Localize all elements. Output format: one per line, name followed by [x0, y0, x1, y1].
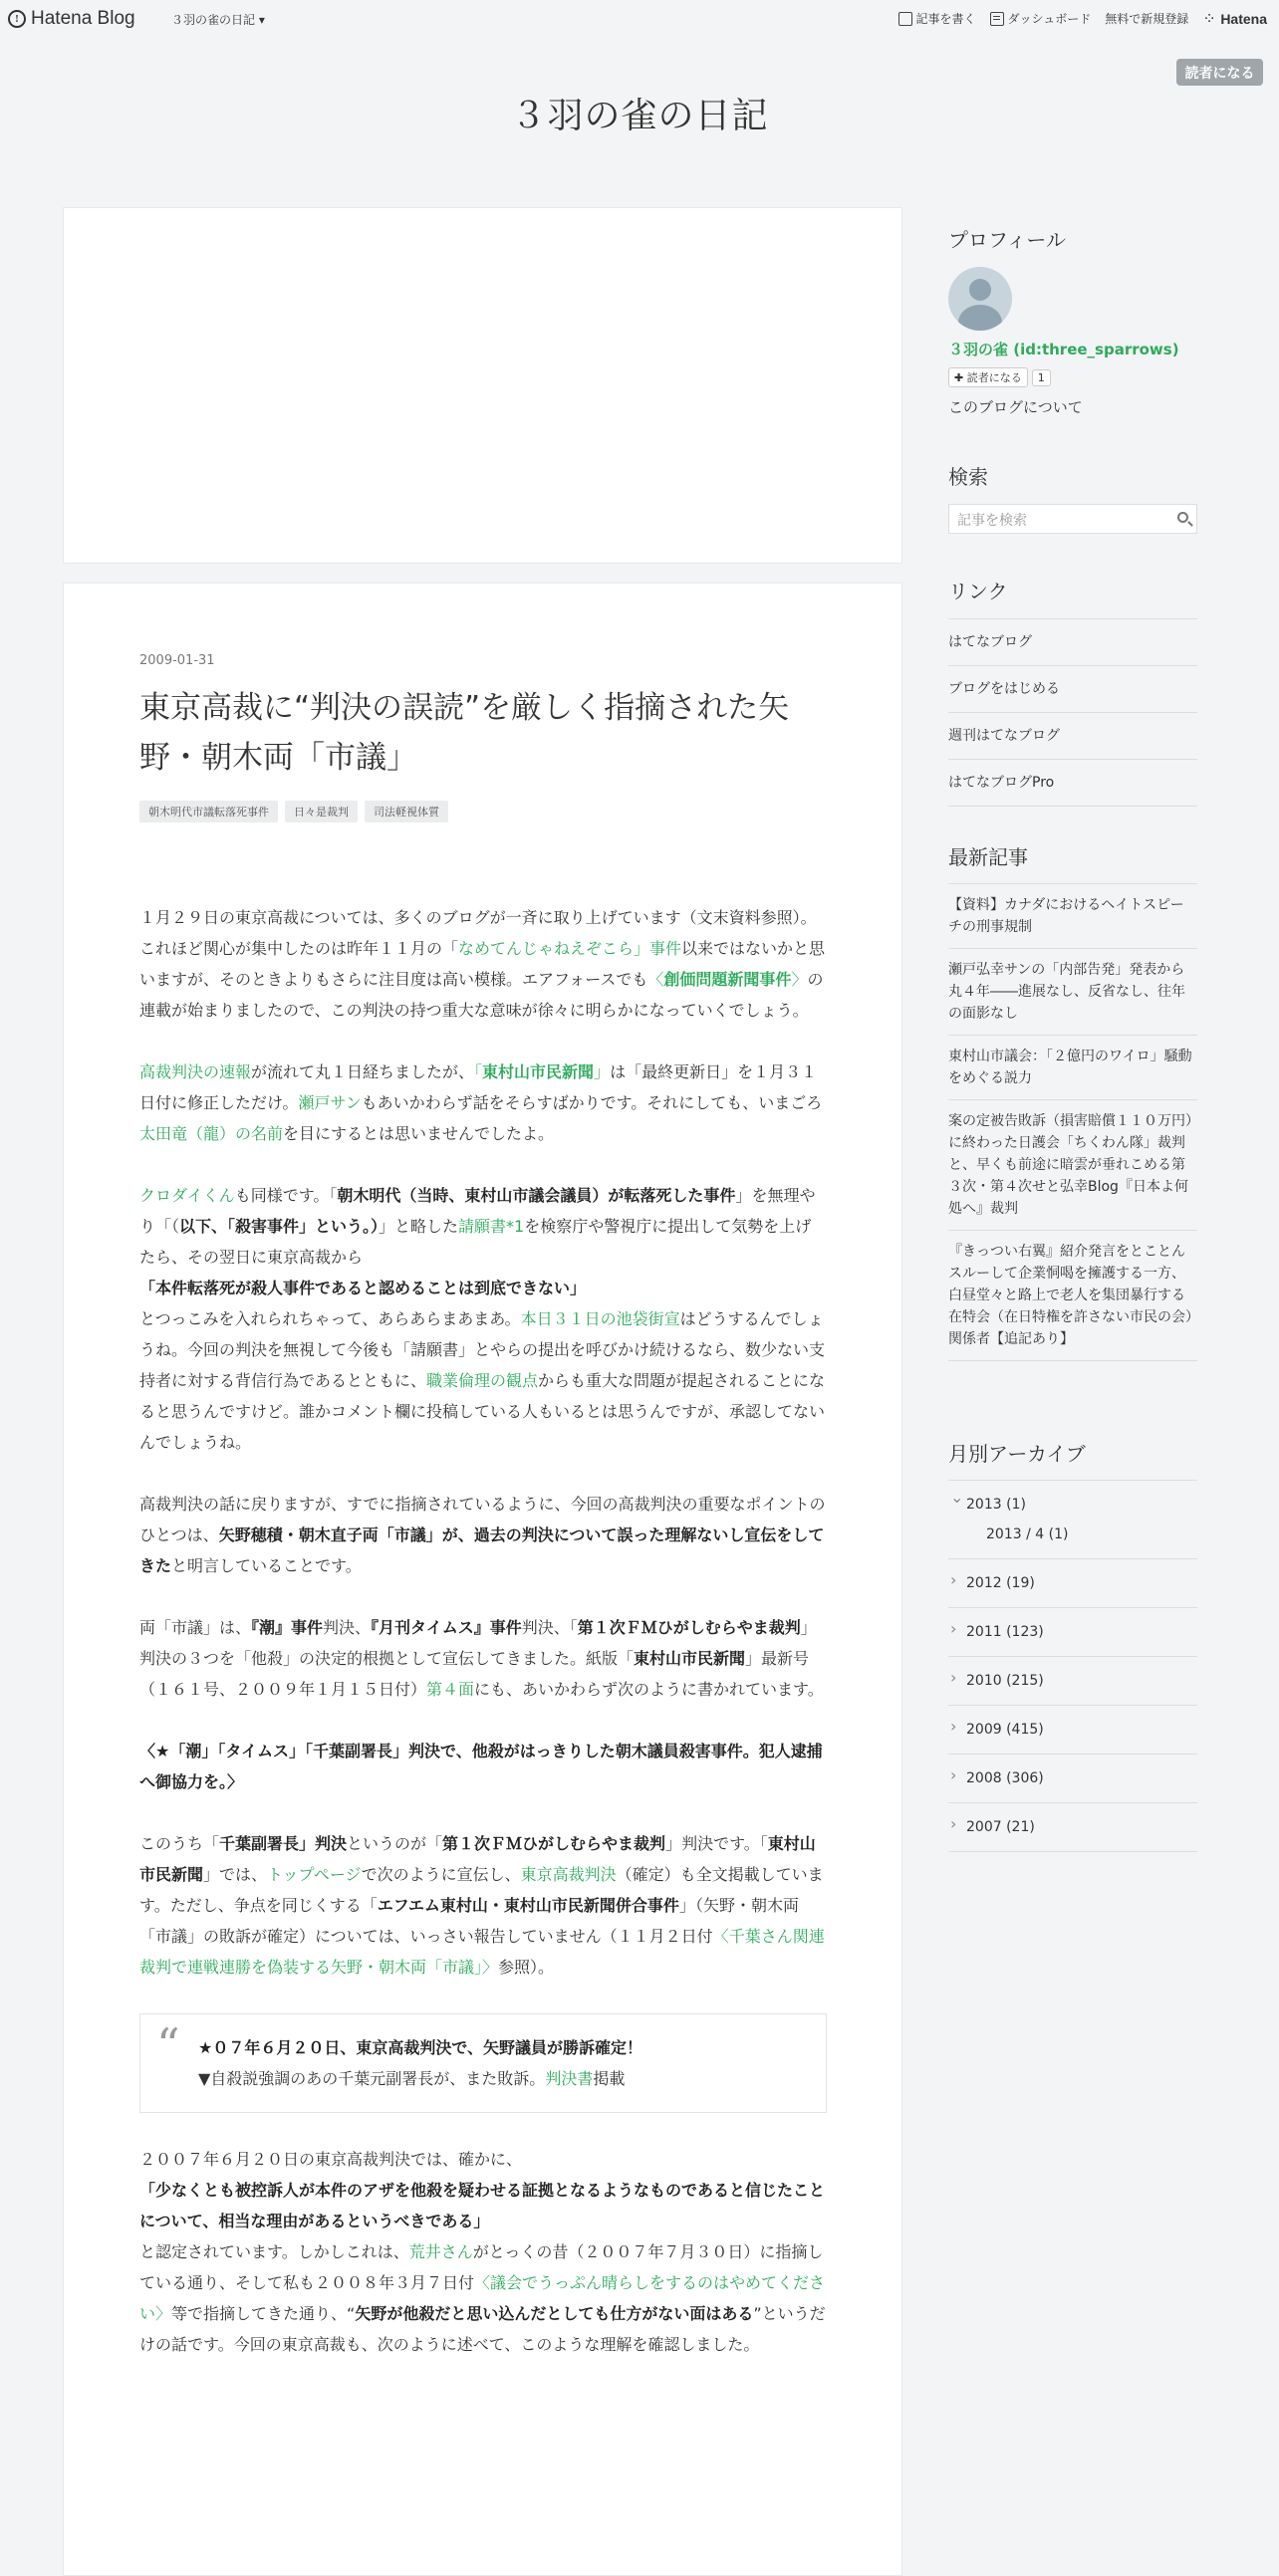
avatar-body-icon — [958, 305, 1002, 331]
hatena-label: Hatena — [1220, 10, 1267, 27]
dashboard-link[interactable] — [990, 10, 1092, 27]
article-body — [139, 902, 827, 2391]
archive-year[interactable]: › 2012 (19) — [948, 1559, 1197, 1608]
archive-year[interactable]: › 2010 (215) — [948, 1657, 1197, 1706]
inline-link[interactable]: 第４面 — [426, 1680, 475, 1699]
profile-heading: プロフィール — [948, 228, 1066, 252]
inline-link[interactable]: 請願書*1 — [458, 1217, 525, 1236]
archive-year-label: 2013 (1) — [966, 1497, 1026, 1513]
inline-link[interactable]: 本日３１日の池袋街宣 — [520, 1309, 680, 1328]
search-input[interactable] — [948, 504, 1197, 534]
links-heading: リンク — [948, 580, 1008, 603]
recent-item[interactable]: 東村山市議会：「２億円のワイロ」騒動をめぐる説力 — [948, 1036, 1197, 1100]
archive-month[interactable]: 2013 / 4 (1) — [986, 1526, 1069, 1542]
paragraph: クロダイくんも同様です。「朝木明代（当時、東村山市議会議員）が転落死した事件」を無理やり「（以下、「殺害事件」という。）」と略した請願書*1を検察庁や警視庁に提出して気勢を上げたら、その翌日に東京高裁から 「本件転落死が殺人事件であると認めることは到底できない」 とつっこみを入れられちゃって、あらあらまあまあ。本日３１日の池袋街宣はどうするんでしょうね。今回の判決を無視して今後も「請願書」とやらの提出を呼びかけ続けるなら、数少ない支持者に対する背信行為であるとともに、職業倫理の観点からも重大な問題が提起されることになると思うんですけど。誰かコメント欄に投稿している人もいるとは思うんですが、承認してないんでしょうね。 — [139, 1186, 826, 1452]
inline-link[interactable]: なめてんじゃねえぞこら」事件 — [458, 939, 682, 958]
paragraph: １月２９日の東京高裁については、多くのブログが一斉に取り上げています（文末資料参照）。これほど関心が集中したのは昨年１１月の「なめてんじゃねえぞこら」事件以来ではないかと思いますが、そのときよりもさらに注目度は高い模様。エアフォースでも〈創価問題新聞事件〉の連載が始まりましたので、この判決の持つ重大な意味が徐々に明らかになっていくでしょう。 — [139, 908, 826, 1020]
archive-year[interactable]: › 2011 (123) — [948, 1608, 1197, 1657]
hatena-blog-logo[interactable] — [8, 8, 135, 30]
inline-link[interactable]: クロダイくん — [139, 1186, 235, 1205]
inline-link[interactable]: 高裁判決の速報 — [139, 1062, 252, 1081]
inline-link[interactable]: 「東村山市民新聞」 — [474, 1062, 611, 1081]
about-blog-link[interactable]: このブログについて — [948, 398, 1083, 416]
links-list — [948, 618, 1197, 807]
register-link[interactable]: 無料で新規登録 — [1105, 12, 1189, 26]
recent-list — [948, 883, 1197, 1361]
inline-link[interactable]: 〈千葉さん関連裁判で連戦連勝を偽装する矢野・朝木両「市議」〉 — [139, 1927, 825, 1977]
profile-name[interactable]: ３羽の雀 (id:three_sparrows) — [948, 341, 1179, 358]
write-label: 記事を書く — [915, 12, 976, 26]
dashboard-icon — [990, 12, 1004, 26]
search-heading: 検索 — [948, 465, 988, 489]
recent-item[interactable]: 『きっつい右翼』紹介発言をとことんスルーして企業恫喝を擁護する一方、白昼堂々と路上で老人を集団暴行する在特会（在日特権を許さない市民の会）関係者【追記あり】 — [948, 1231, 1197, 1361]
archive-year[interactable]: › 2008 (306) — [948, 1755, 1197, 1803]
edit-icon — [898, 12, 912, 26]
hatena-logo-icon: ! — [8, 10, 26, 28]
subscribe-label: 読者になる — [966, 371, 1022, 384]
archive-year[interactable]: › 2009 (415) — [948, 1706, 1197, 1755]
paragraph: 高裁判決の速報が流れて丸１日経ちましたが、「東村山市民新聞」は「最終更新日」を１月３１日付に修正しただけ。瀬戸サンもあいかわらず話をそらすばかりです。それにしても、いまごろ太田竜（龍）の名前を目にするとは思いませんでしたよ。 — [139, 1062, 823, 1143]
link-item[interactable]: 週刊はてなブログ — [948, 713, 1197, 760]
category-tag[interactable]: 日々是裁判 — [285, 801, 358, 822]
global-header — [0, 0, 1279, 38]
avatar[interactable] — [948, 267, 1012, 331]
archive-list — [948, 1480, 1197, 1852]
paragraph: ２００７年６月２０日の東京高裁判決では、確かに、 「少なくとも被控訴人が本件のアザを他殺を疑わせる証拠となるようなものであると信じたことについて、相当な理由があるというべきである」 と認定されています。しかしこれは、荒井さんがとっくの昔（２００７年７月３０日）に指摘している通り、そして私も２００８年３月７日付〈議会でうっぷん晴らしをするのはやめてください〉等で指摘してきた通り、“矢野が他殺だと思い込んだとしても仕方がない面はある”というだけの話です。今回の東京高裁も、次のように述べて、このような理解を確認しました。 — [139, 2150, 826, 2354]
blog-menu-dropdown[interactable]: ３羽の雀の日記 ▾ — [171, 13, 265, 27]
hatena-dots-icon — [1202, 12, 1216, 26]
archive-heading: 月別アーカイブ — [948, 1442, 1086, 1466]
link-item[interactable]: はてなブログPro — [948, 760, 1197, 807]
quote-icon: “ — [156, 2018, 180, 2072]
search-icon[interactable] — [1177, 512, 1188, 523]
profile-subscribe-button[interactable]: ✚ 読者になる — [948, 367, 1028, 387]
article-title[interactable]: 東京高裁に“判決の誤読”を厳しく指摘された矢野・朝木両「市議」 — [139, 690, 790, 776]
paragraph: 〈★「潮」「タイムス」「千葉副署長」判決で、他殺がはっきりした朝木議員殺害事件。犯人逮捕へ御協力を。〉 — [139, 1742, 823, 1791]
recent-item[interactable]: 【資料】カナダにおけるヘイトスピーチの刑事規制 — [948, 884, 1197, 949]
recent-item[interactable]: 瀬戸弘幸サンの「内部告発」発表から丸４年――進展なし、反省なし、往年の面影なし — [948, 949, 1197, 1036]
inline-link[interactable]: トップページ — [267, 1865, 362, 1884]
dashboard-label: ダッシュボード — [1007, 12, 1092, 26]
inline-link[interactable]: 瀬戸サン — [298, 1093, 362, 1112]
blockquote: “ ★０７年６月２０日、東京高裁判決で、矢野議員が勝訴確定！ ▼自殺説強調のあの千葉元副署長が、また敗訴。判決書掲載 — [139, 2013, 827, 2113]
category-tag[interactable]: 朝木明代市議転落死事件 — [139, 801, 278, 822]
blog-title[interactable]: ３羽の雀の日記 — [510, 96, 769, 136]
subscriber-count[interactable]: 1 — [1032, 369, 1051, 386]
category-tag[interactable]: 司法軽視体質 — [365, 801, 448, 822]
article — [63, 583, 902, 2576]
ad-area — [63, 207, 902, 564]
link-item[interactable]: ブログをはじめる — [948, 666, 1197, 713]
inline-link[interactable]: 荒井さん — [408, 2242, 473, 2261]
recent-heading: 最新記事 — [948, 845, 1028, 869]
article-categories — [139, 801, 448, 822]
logo-text: Hatena Blog — [31, 8, 135, 29]
link-item[interactable]: はてなブログ — [948, 619, 1197, 666]
archive-year[interactable] — [948, 1481, 1197, 1559]
inline-link[interactable]: 職業倫理の観点 — [426, 1371, 539, 1390]
inline-link[interactable]: 東京高裁判決 — [520, 1865, 617, 1884]
paragraph: 高裁判決の話に戻りますが、すでに指摘されているように、今回の高裁判決の重要なポイントのひとつは、矢野穂積・朝木直子両「市議」が、過去の判決について誤った理解ないし宣伝をしてきたと明言していることです。 — [139, 1495, 826, 1575]
hatena-menu[interactable] — [1202, 11, 1267, 27]
subscribe-button[interactable]: 読者になる — [1176, 59, 1263, 86]
article-date[interactable]: 2009-01-31 — [139, 653, 215, 668]
inline-link[interactable]: 太田竜（龍）の名前 — [139, 1124, 284, 1143]
archive-year[interactable]: › 2007 (21) — [948, 1803, 1197, 1852]
recent-item[interactable]: 案の定被告敗訴（損害賠償１１０万円）に終わった日護会「ちくわん隊」裁判と、早くも前途に暗雲が垂れこめる第３次・第４次せと弘幸Blog『日本よ何処へ』裁判 — [948, 1100, 1197, 1231]
inline-link[interactable]: 判決書 — [545, 2069, 594, 2088]
paragraph: このうち「千葉副署長」判決というのが「第１次ＦＭひがしむらやま裁判」判決です。「東村山市民新聞」では、トップページで次のように宣伝し、東京高裁判決（確定）も全文掲載しています。ただし、争点を同じくする「エフエム東村山・東村山市民新聞併合事件」（矢野・朝木両「市議」の敗訴が確定）については、いっさい報告していません（１１月２日付〈千葉さん関連裁判で連戦連勝を偽装する矢野・朝木両「市議」〉参照）。 — [139, 1834, 825, 1977]
inline-link[interactable]: 〈議会でうっぷん晴らしをするのはやめてください〉 — [139, 2273, 826, 2323]
avatar-head-icon — [969, 279, 991, 301]
write-article-link[interactable] — [898, 10, 976, 27]
search-placeholder: 記事を検索 — [957, 513, 1027, 529]
paragraph: 両「市議」は、『潮』事件判決、『月刊タイムス』事件判決、「第１次ＦＭひがしむらやま裁判」判決の３つを「他殺」の決定的根拠として宣伝してきました。紙版「東村山市民新聞」最新号（１６１号、２００９年１月１５日付）第４面にも、あいかわらず次のように書かれています。 — [139, 1618, 824, 1699]
profile-subscribe — [948, 367, 1051, 387]
inline-link[interactable]: 〈創価問題新聞事件〉 — [647, 970, 808, 989]
